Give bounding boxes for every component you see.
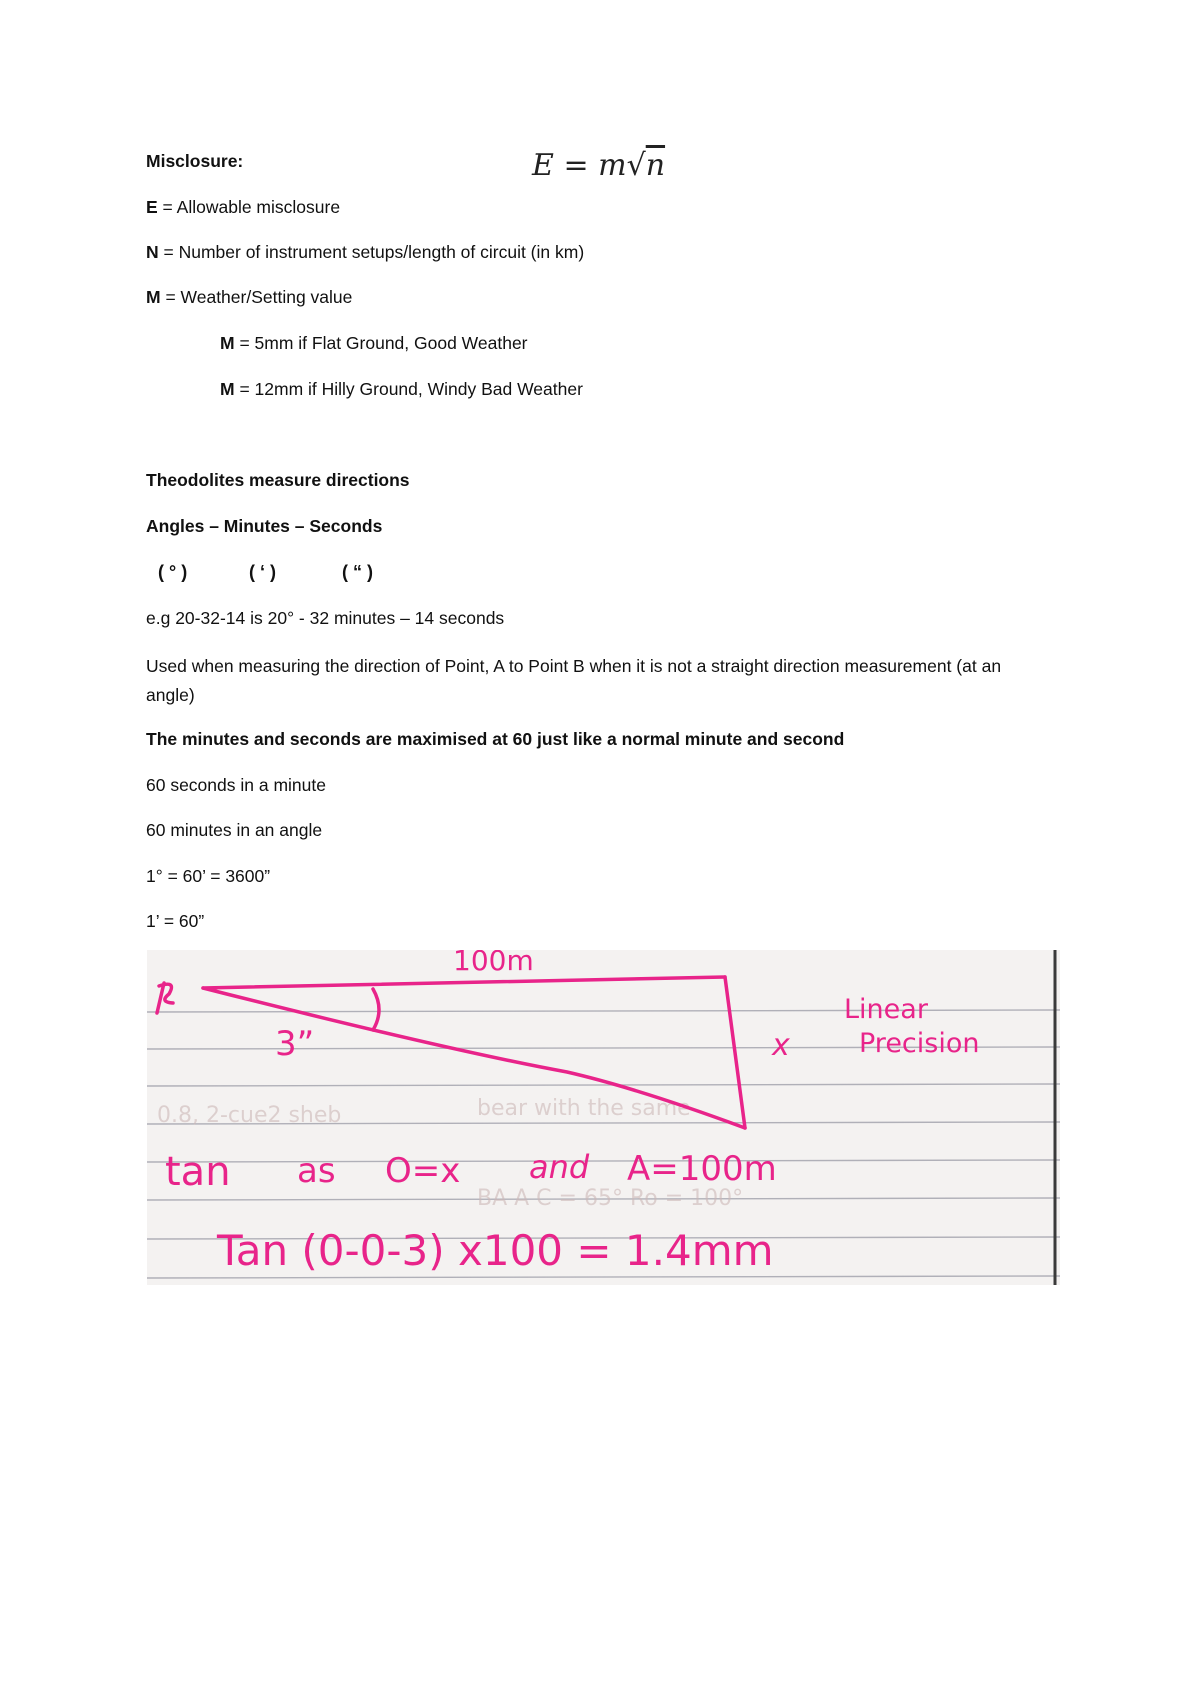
definition-n-text: = Number of instrument setups/length of circuit (in km)	[158, 242, 585, 262]
definition-e-key: E	[146, 197, 158, 217]
svg-text:bear with the same: bear with the same	[477, 1096, 691, 1121]
definition-m	[146, 286, 352, 308]
sketch-svg	[147, 950, 1060, 1285]
formula-lhs: E	[532, 148, 554, 183]
equation1-as: as	[297, 1151, 336, 1191]
svg-text:0.8, 2-cue2 sheb: 0.8, 2-cue2 sheb	[157, 1103, 342, 1128]
m-value-flat-text: = 5mm if Flat Ground, Good Weather	[234, 333, 528, 353]
angle-arc	[373, 989, 379, 1030]
equation2: Tan (0-0-3) x100 = 1.4mm	[217, 1226, 774, 1275]
equation1-a-equals-100m: A=100m	[627, 1149, 777, 1189]
handwritten-sketch-photo	[147, 950, 1060, 1285]
example-line: e.g 20-32-14 is 20° - 32 minutes – 14 seconds	[146, 608, 505, 628]
theodolite-heading: Theodolites measure directions	[146, 470, 410, 490]
label-x: x	[772, 1028, 790, 1063]
m-value-hilly	[220, 378, 583, 400]
label-100m: 100m	[453, 950, 534, 977]
formula-radical: √	[626, 148, 646, 183]
triangle-top-side	[203, 977, 725, 988]
usage-paragraph: Used when measuring the direction of Point, A to Point B when it is not a straight direction measurement (at an angle)	[146, 656, 1002, 705]
second-symbol: ( “ )	[342, 562, 373, 582]
fact-minute: 1’ = 60”	[146, 911, 205, 931]
degree-symbol: ( ° )	[158, 562, 188, 582]
units-heading: Angles – Minutes – Seconds	[146, 516, 383, 536]
definition-e	[146, 196, 340, 218]
m-value-hilly-text: = 12mm if Hilly Ground, Windy Bad Weather	[234, 379, 583, 399]
triangle-right-side	[725, 977, 745, 1128]
formula-eq: =	[563, 148, 589, 183]
maximum-note: The minutes and seconds are maximised at 60 just like a normal minute and second	[146, 729, 845, 749]
point-mark	[157, 983, 173, 1013]
fact-degree: 1° = 60’ = 3600”	[146, 866, 271, 886]
m-value-flat-key: M	[220, 333, 235, 353]
minute-symbol: ( ‘ )	[249, 562, 276, 582]
label-linear: Linear	[844, 994, 928, 1025]
definition-n-key: N	[146, 242, 159, 262]
formula-m: m	[598, 148, 627, 183]
m-value-flat	[220, 332, 528, 354]
equation1-tan: tan	[165, 1149, 231, 1195]
m-value-hilly-key: M	[220, 379, 235, 399]
fact-seconds: 60 seconds in a minute	[146, 775, 326, 795]
equation1-and: and	[529, 1148, 590, 1186]
definition-e-text: = Allowable misclosure	[157, 197, 341, 217]
definition-m-text: = Weather/Setting value	[160, 287, 353, 307]
label-angle: 3”	[275, 1024, 315, 1064]
equation1-o-equals-x: O=x	[385, 1151, 461, 1191]
definition-m-key: M	[146, 287, 161, 307]
definition-n	[146, 241, 584, 263]
formula-n: n	[645, 148, 666, 183]
misclosure-formula	[532, 148, 665, 183]
label-precision: Precision	[859, 1028, 980, 1059]
svg-text:BA A C = 65° Ro = 100°: BA A C = 65° Ro = 100°	[477, 1186, 744, 1211]
fact-minutes: 60 minutes in an angle	[146, 820, 323, 840]
misclosure-heading: Misclosure:	[146, 151, 244, 171]
